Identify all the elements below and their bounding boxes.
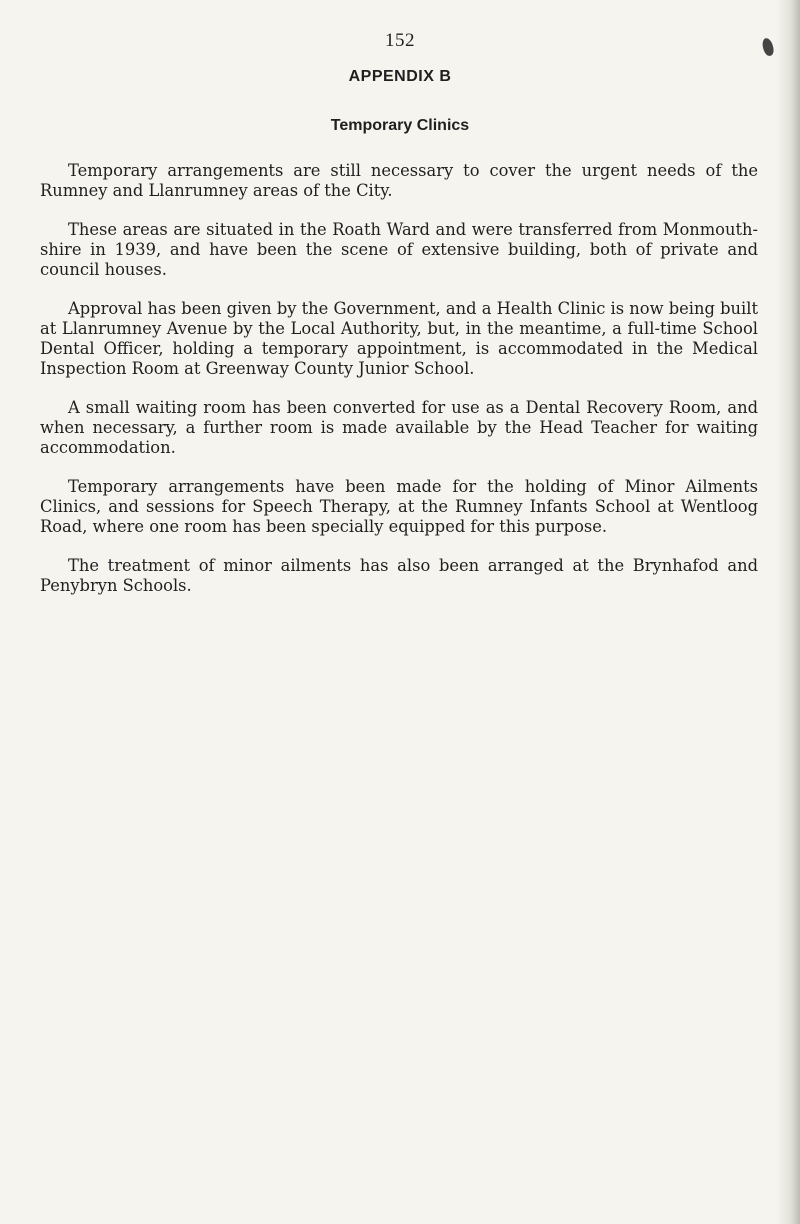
page-number: 152: [385, 30, 415, 51]
appendix-heading: APPENDIX B: [348, 68, 452, 85]
paragraph: Temporary arrangements are still necessary to cover the urgent needs of the Rumney and Llanrumney areas of the City.: [40, 161, 758, 200]
paragraph: A small waiting room has been converted for use as a Dental Recovery Room, and when necessary, a further room is made available by the Head Teacher for waiting accommodation.: [40, 398, 758, 457]
paragraph: Approval has been given by the Government, and a Health Clinic is now being built at Llanrumney Avenue by the Local Authority, but, in the meantime, a full-time School Dental Officer, holding a temporary appointment, is accommodated in the Medical Inspection Room at Greenway County Junior School.: [40, 299, 758, 378]
paragraph: The treatment of minor ailments has also been arranged at the Brynhafod and Penybryn Schools.: [40, 556, 758, 595]
paragraph: Temporary arrangements have been made for the holding of Minor Ailments Clinics, and sessions for Speech Therapy, at the Rumney Infants School at Wentloog Road, where one room has been specially equipped for this purpose.: [40, 477, 758, 536]
page-edge-shadow: [776, 0, 800, 1224]
paragraph: These areas are situated in the Roath Ward and were transferred from Monmouth-shire in 1939, and have been the scene of extensive building, both of private and council houses.: [40, 220, 758, 279]
section-heading: Temporary Clinics: [330, 117, 470, 134]
body-text: [40, 161, 758, 615]
